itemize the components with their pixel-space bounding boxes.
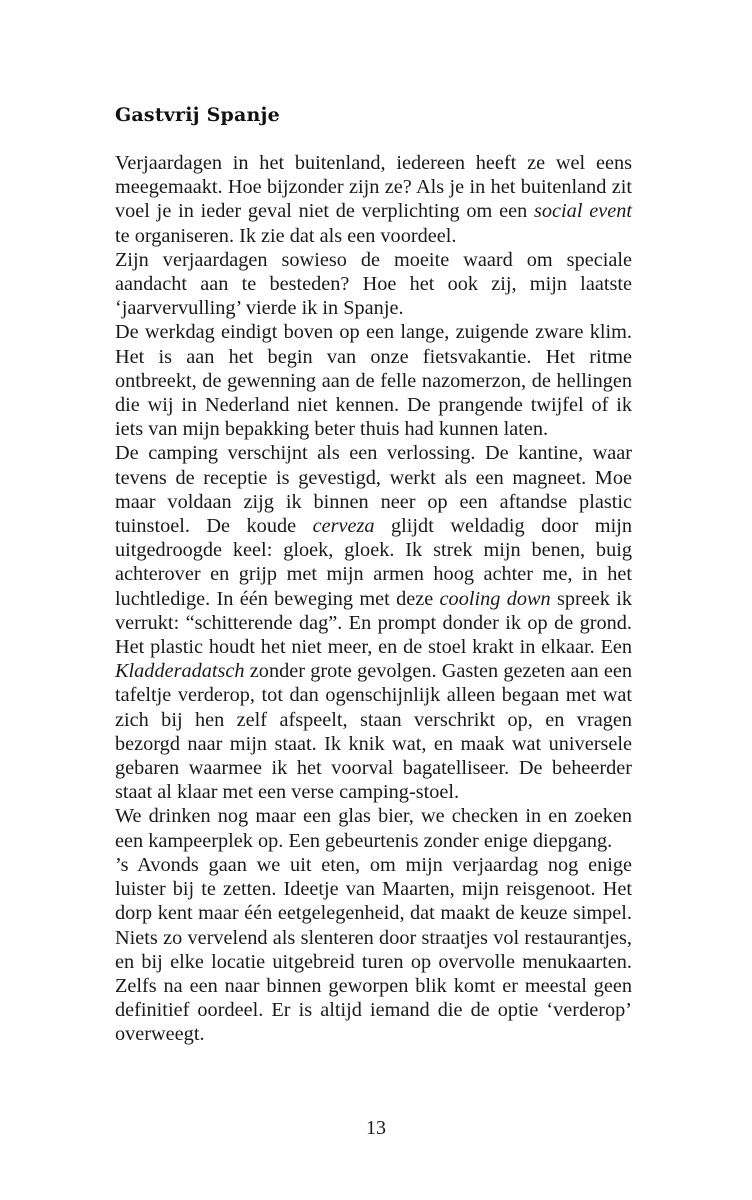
italic-text: cerveza	[312, 515, 375, 538]
text-run: ’s Avonds gaan we uit eten, om mijn verjaardag nog enige luister bij te zetten. Ideetje van Maarten, mijn reisgenoot. Het dorp kent maar één eetgelegenheid, dat maakt de keuze simpel. Niets zo vervelend als slenteren door straatjes vol restaurantjes, en bij elke locatie uitgebreid turen op overvolle menukaarten. Zelfs na een naar binnen geworpen blik komt er meestal geen definitief oordeel. Er is altijd iemand die de optie ‘verderop’ overweegt.	[115, 853, 632, 1046]
paragraph	[115, 151, 632, 248]
text-run: zonder grote gevolgen. Gasten gezeten aan een tafeltje verderop, tot dan ogenschijnlijk alleen begaan met wat zich bij hen zelf afspeelt, staan verschrikt op, en vragen bezorgd naar mijn staat. Ik knik wat, en maak wat universele gebaren waarmee ik het voorval bagatelliseer. De beheerder staat al klaar met een verse camping-stoel.	[115, 660, 632, 804]
text-run: We drinken nog maar een glas bier, we checken in en zoeken een kampeerplek op. Een gebeurtenis zonder enige diepgang.	[115, 805, 632, 852]
text-run: glijdt weldadig door mijn uitgedroogde keel: gloek, gloek. Ik strek mijn benen, buig achterover en grijp met mijn armen hoog achter me, in het luchtledige. In één beweging met deze	[115, 515, 632, 610]
text-run: te organiseren. Ik zie dat als een voordeel.	[115, 224, 457, 247]
page-number: 13	[366, 1117, 386, 1139]
chapter-body	[115, 151, 632, 1047]
text-run: De werkdag eindigt boven op een lange, zuigende zware klim. Het is aan het begin van onze fietsvakantie. Het ritme ontbreekt, de gewenning aan de felle nazomerzon, de hellingen die wij in Nederland niet kennen. De prangende twijfel of ik iets van mijn bepakking beter thuis had kunnen laten.	[115, 321, 632, 441]
italic-text: cooling down	[439, 587, 551, 610]
italic-text: social event	[534, 200, 633, 223]
text-run: De camping verschijnt als een verlossing. De kantine, waar tevens de receptie is gevestigd, werkt als een magneet. Moe maar voldaan zijg ik binnen neer op een aftandse plastic tuinstoel. De koude	[115, 442, 632, 538]
text-run: spreek ik verrukt: “schitterende dag”. En prompt donder ik op de grond. Het plastic houdt het niet meer, en de stoel krakt in elkaar. Een	[115, 587, 633, 659]
paragraph	[115, 441, 632, 804]
text-run: Zijn verjaardagen sowieso de moeite waard om speciale aandacht aan te besteden? Hoe het ook zij, mijn laatste ‘jaarvervulling’ vierde ik in Spanje.	[115, 248, 632, 320]
paragraph	[115, 804, 632, 852]
paragraph	[115, 853, 632, 1047]
paragraph	[115, 320, 632, 441]
italic-text: Kladderadatsch	[115, 660, 245, 683]
text-run: Verjaardagen in het buitenland, iedereen heeft ze wel eens meegemaakt. Hoe bijzonder zijn ze? Als je in het buitenland zit voel je in ieder geval niet de verplichting om een	[115, 152, 632, 223]
paragraph	[115, 248, 632, 321]
chapter-title: Gastvrij Spanje	[115, 104, 280, 126]
